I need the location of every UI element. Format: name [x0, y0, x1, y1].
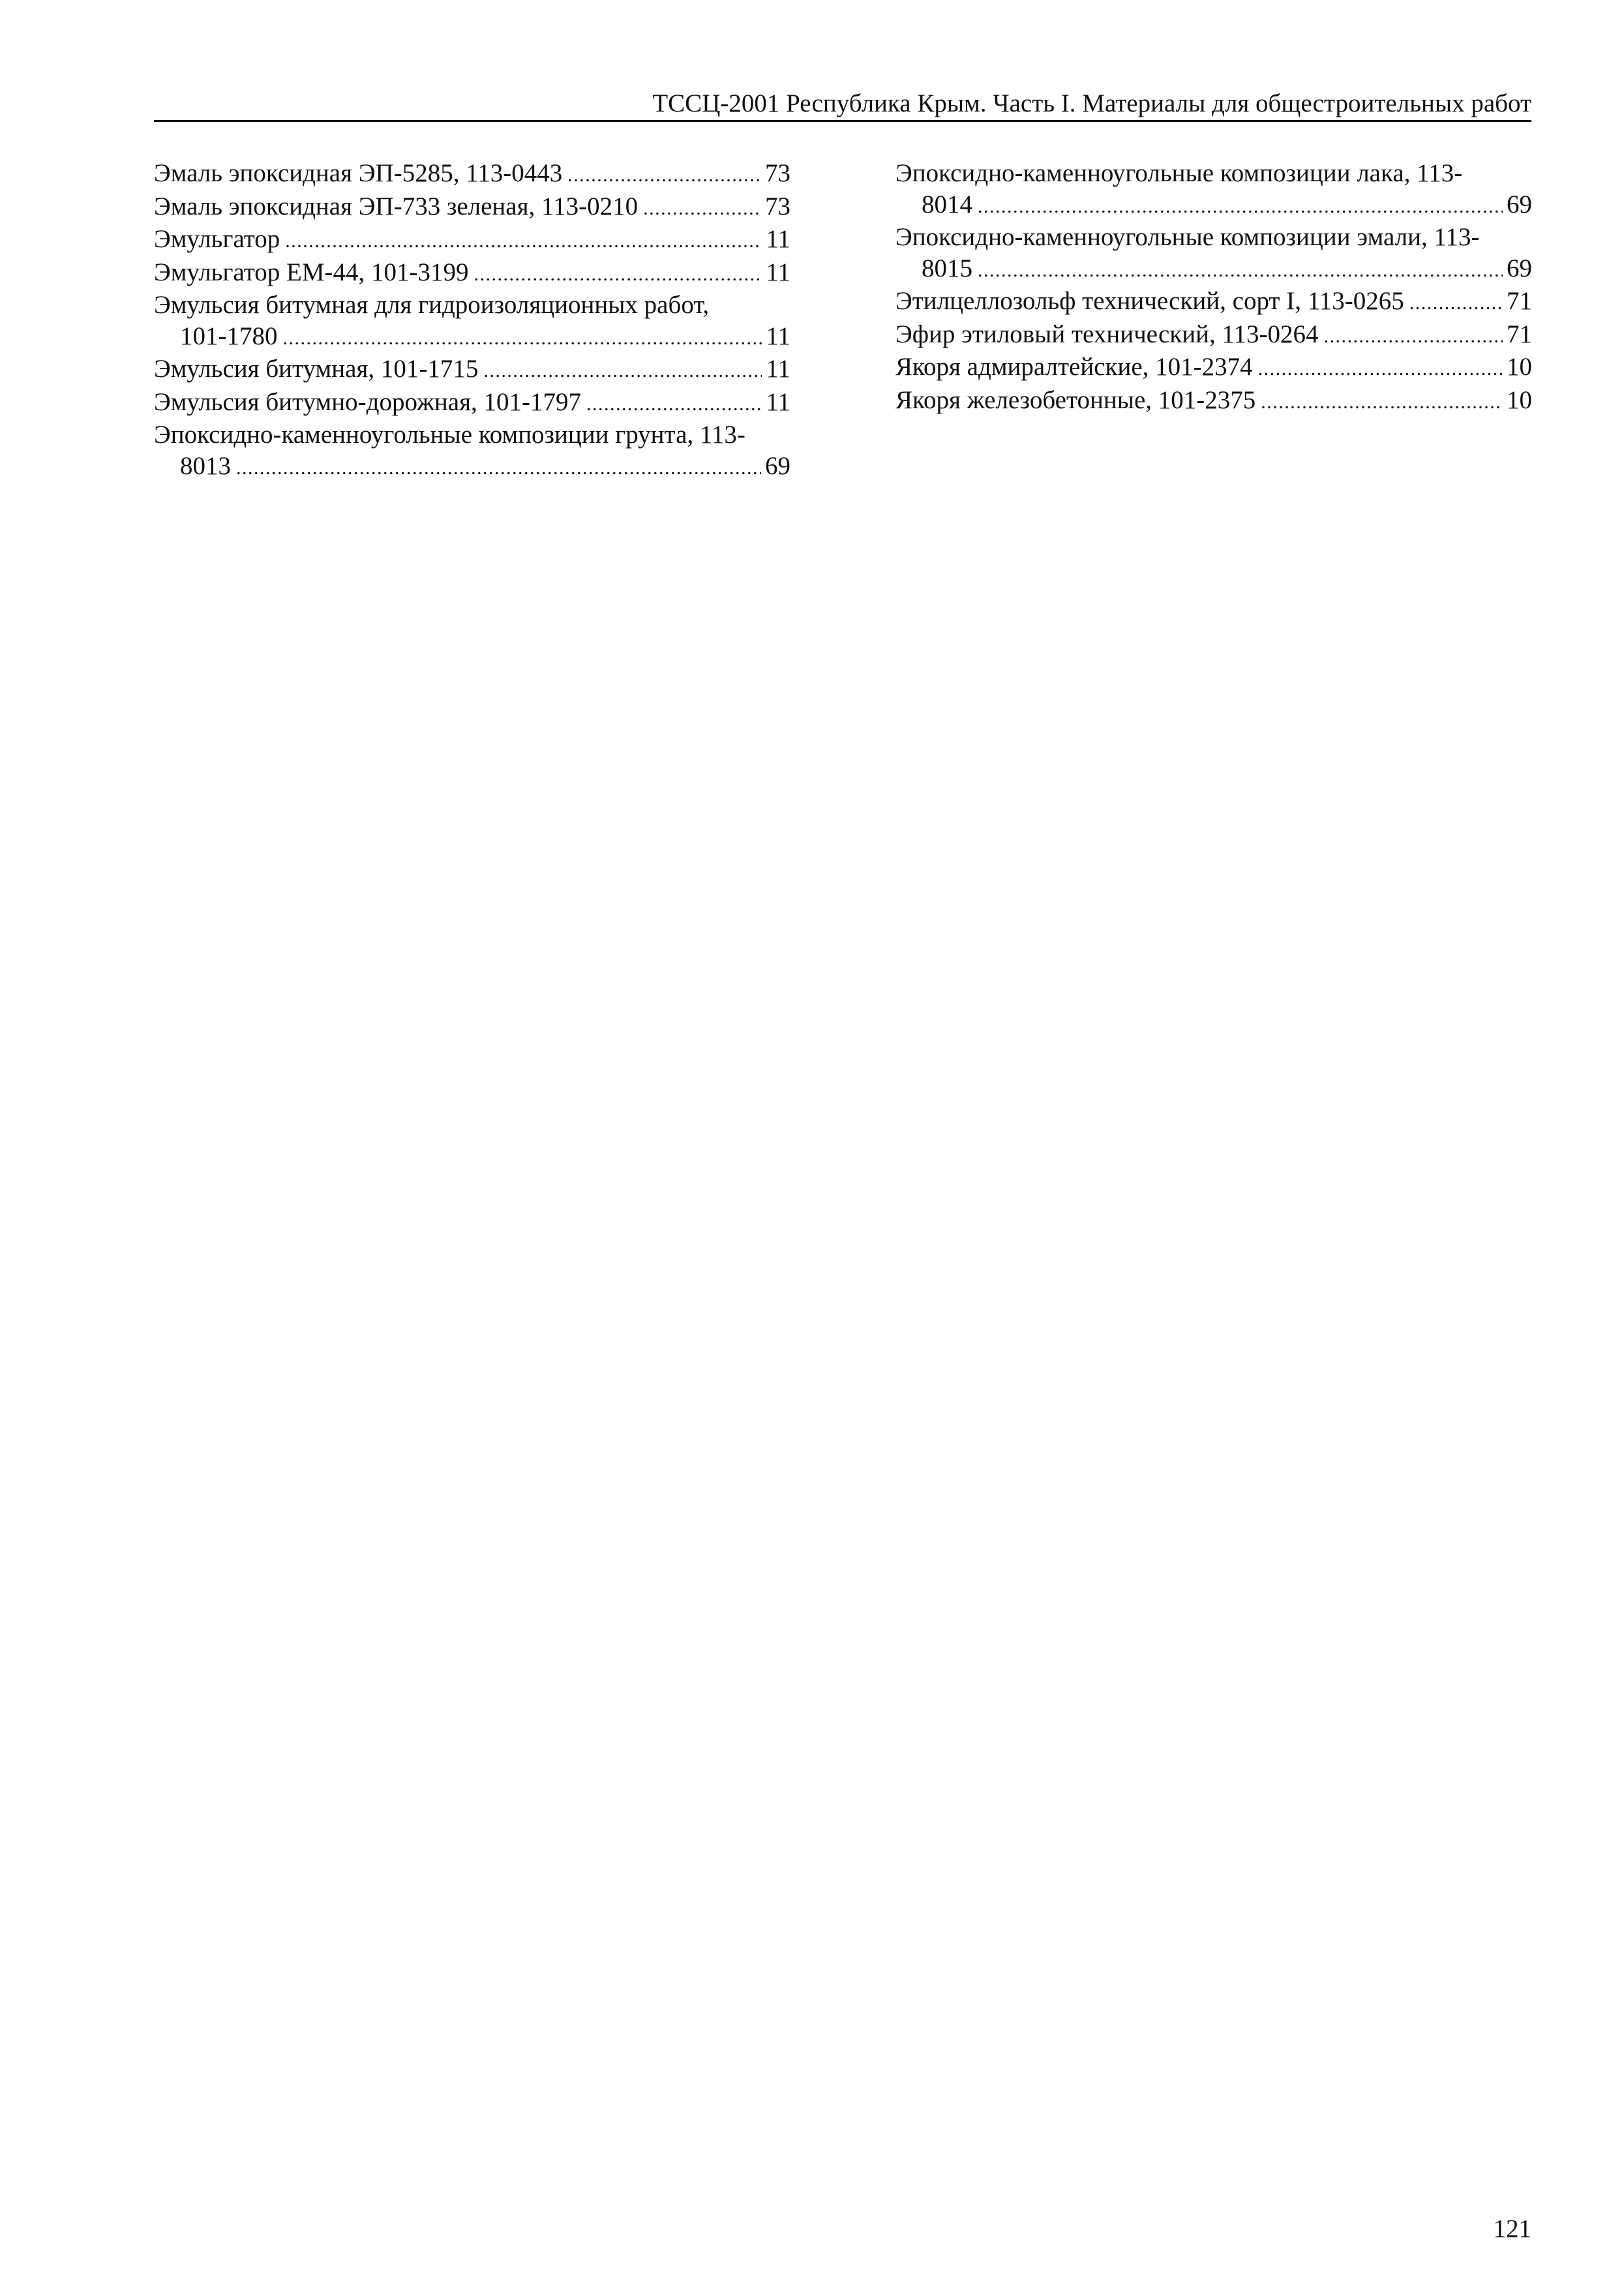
entry-text: Эмульсия битумная, 101-1715: [154, 355, 479, 383]
dot-leader: [483, 355, 762, 387]
index-entry: [895, 286, 1532, 319]
index-entry: [895, 222, 1532, 286]
entry-text: Эфир этиловый технический, 113-0264: [895, 320, 1319, 348]
running-header: [154, 83, 1531, 122]
dot-leader: [236, 453, 761, 484]
entry-text-line2: 101-1780: [180, 322, 278, 350]
dot-leader: [567, 160, 761, 191]
index-entry: [154, 224, 790, 257]
page-number: 121: [1493, 2215, 1531, 2243]
index-entry: [154, 419, 790, 483]
dot-leader: [586, 389, 762, 420]
entry-text: Якоря адмиралтейские, 101-2374: [895, 353, 1253, 381]
dot-leader: [1409, 288, 1503, 319]
index-entry: [154, 191, 790, 224]
index-entry: [895, 352, 1532, 385]
dot-leader: [978, 255, 1503, 286]
entry-text: Этилцеллозольф технический, сорт I, 113-0265: [895, 287, 1404, 315]
entry-page: 11: [766, 258, 790, 286]
index-entry: [154, 387, 790, 420]
entry-page: 11: [766, 322, 790, 350]
dot-leader: [1261, 387, 1503, 418]
entry-page: 73: [765, 192, 790, 220]
entry-page: 11: [766, 225, 790, 253]
entry-text-line1: Эпоксидно-каменноугольные композиции лака, 113-: [895, 159, 1463, 187]
entry-text-line2: 8015: [922, 254, 972, 282]
entry-page: 10: [1507, 353, 1532, 381]
index-entry: [895, 385, 1532, 418]
index-column-right: [895, 158, 1532, 417]
index-entry: [154, 257, 790, 290]
entry-page: 73: [765, 159, 790, 187]
entry-page: 69: [1507, 190, 1532, 218]
entry-page: 10: [1507, 385, 1532, 414]
entry-text: Эмульгатор ЕМ-44, 101-3199: [154, 258, 469, 286]
entry-page: 11: [766, 387, 790, 416]
index-entry: [154, 353, 790, 387]
dot-leader: [1324, 321, 1503, 352]
entry-page: 71: [1507, 287, 1532, 315]
document-title: ТССЦ-2001 Республика Крым. Часть I. Материалы для общестроительных работ: [652, 89, 1531, 117]
entry-page: 69: [1507, 254, 1532, 282]
entry-text-line2: 8013: [180, 451, 231, 480]
index-column-left: [154, 158, 790, 483]
entry-page: 71: [1507, 320, 1532, 348]
entry-text-line2: 8014: [922, 190, 972, 218]
index-entry: [154, 158, 790, 191]
index-entry: [895, 319, 1532, 352]
entry-text-line1: Эпоксидно-каменноугольные композиции грунта, 113-: [154, 421, 745, 449]
entry-text: Эмульсия битумно-дорожная, 101-1797: [154, 387, 582, 416]
dot-leader: [474, 259, 762, 290]
entry-text: Эмаль эпоксидная ЭП-5285, 113-0443: [154, 159, 563, 187]
dot-leader: [285, 226, 762, 257]
entry-text: Эмаль эпоксидная ЭП-733 зеленая, 113-0210: [154, 192, 639, 220]
entry-page: 11: [766, 355, 790, 383]
dot-leader: [643, 193, 761, 224]
dot-leader: [1258, 353, 1503, 385]
entry-text-line1: Эпоксидно-каменноугольные композиции эмали, 113-: [895, 223, 1480, 251]
index-entry: [895, 158, 1532, 222]
index-entry: [154, 290, 790, 353]
entry-text: Якоря железобетонные, 101-2375: [895, 385, 1256, 414]
entry-page: 69: [765, 451, 790, 480]
entry-text-line1: Эмульсия битумная для гидроизоляционных работ,: [154, 291, 710, 319]
dot-leader: [978, 191, 1503, 222]
dot-leader: [283, 323, 762, 354]
entry-text: Эмульгатор: [154, 225, 280, 253]
